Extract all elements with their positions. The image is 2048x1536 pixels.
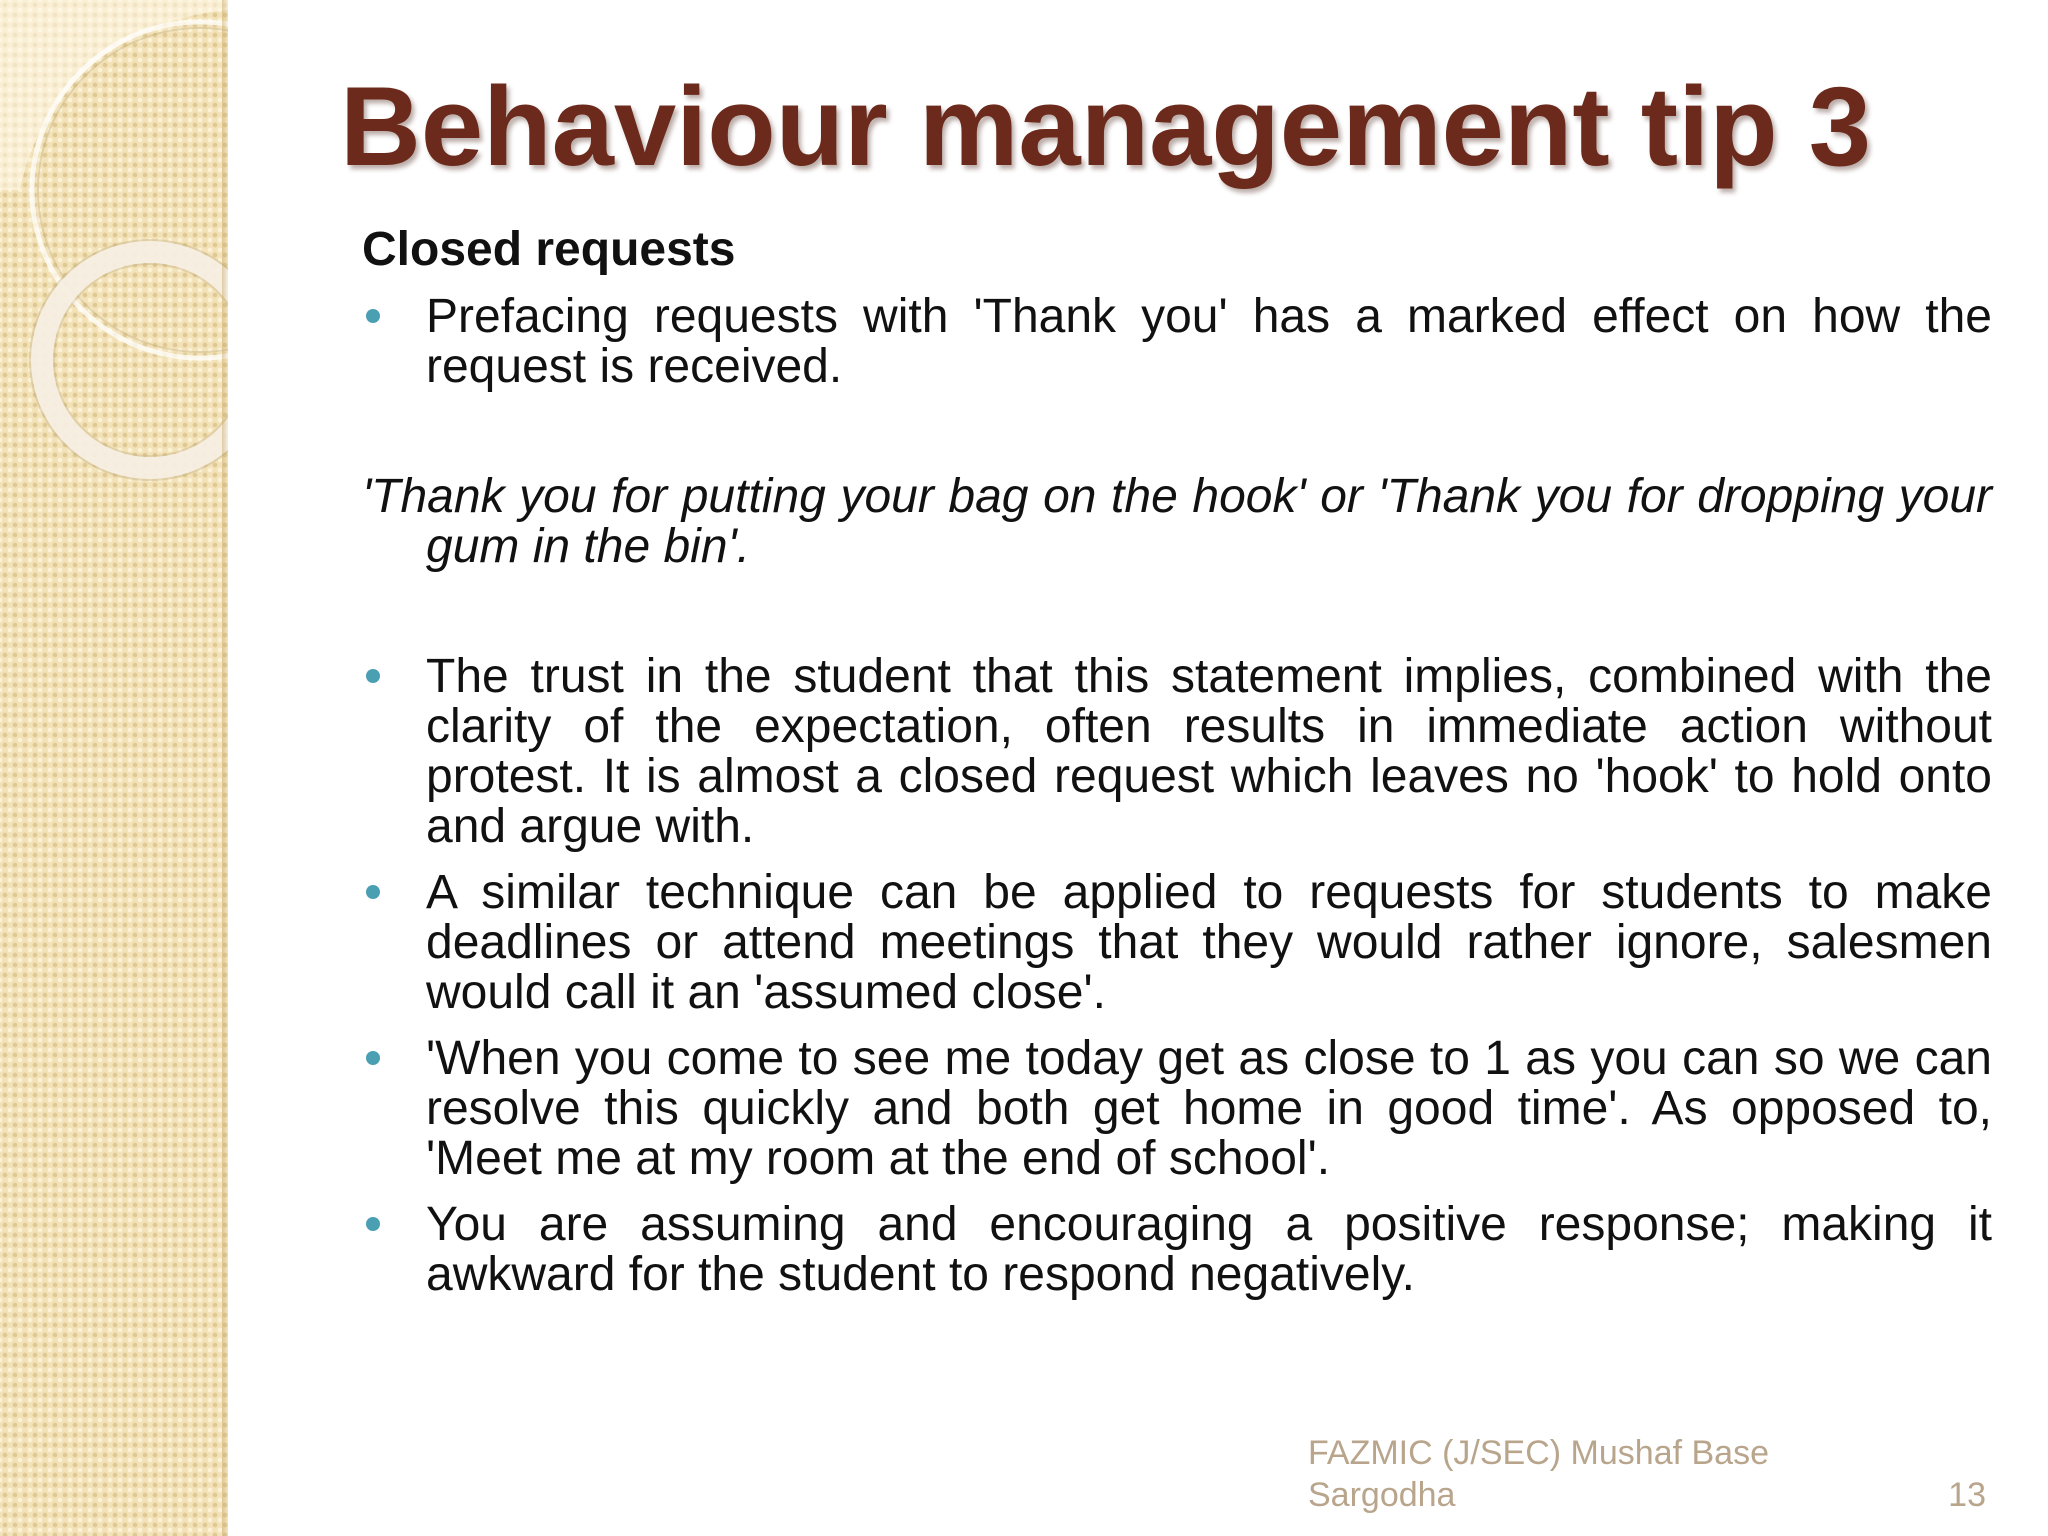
bullet-item [362,1034,1992,1184]
subheading: Closed requests [362,223,736,276]
bullet-text: The trust in the student that this statement implies, combined with the clarity of the expectation, often results in immediate action without protest. It is almost a closed request which leaves no 'hook' to hold onto and argue with. [426,650,1992,853]
bullet-icon [366,309,380,323]
page-number: 13 [1948,1476,1986,1514]
footer-line-2: Sargodha [1308,1476,1456,1514]
bullet-item [362,652,1992,852]
bullet-icon [366,885,380,899]
bullet-item [362,1200,1992,1300]
bullet-item [362,292,1992,392]
decorative-rings [0,0,228,520]
decorative-sidebar [0,0,228,1536]
bullet-icon [366,669,380,683]
spacer [362,572,1992,652]
bullet-icon [366,1217,380,1231]
bullet-text: 'When you come to see me today get as close to 1 as you can so we can resolve this quickly and both get home in good time'. As opposed to, 'Meet me at my room at the end of school'. [426,1032,1992,1185]
bullet-text: A similar technique can be applied to requests for students to make deadlines or attend meetings that they would rather ignore, salesmen would call it an 'assumed close'. [426,866,1992,1019]
sidebar-edge [222,0,228,1536]
slide-footer [1308,1432,1769,1516]
bullet-text: You are assuming and encouraging a positive response; making it awkward for the student to respond negatively. [426,1198,1992,1301]
bullet-item [362,868,1992,1018]
example-quote: 'Thank you for putting your bag on the hook' or 'Thank you for dropping your gum in the bin'. [362,470,1992,573]
slide-body [362,222,1992,1300]
footer-line-1: FAZMIC (J/SEC) Mushaf Base [1308,1434,1769,1472]
bullet-icon [366,1051,380,1065]
spacer [362,392,1992,472]
bullet-text: Prefacing requests with 'Thank you' has a marked effect on how the request is received. [426,290,1992,393]
slide-title: Behaviour management tip 3 [340,64,1872,189]
